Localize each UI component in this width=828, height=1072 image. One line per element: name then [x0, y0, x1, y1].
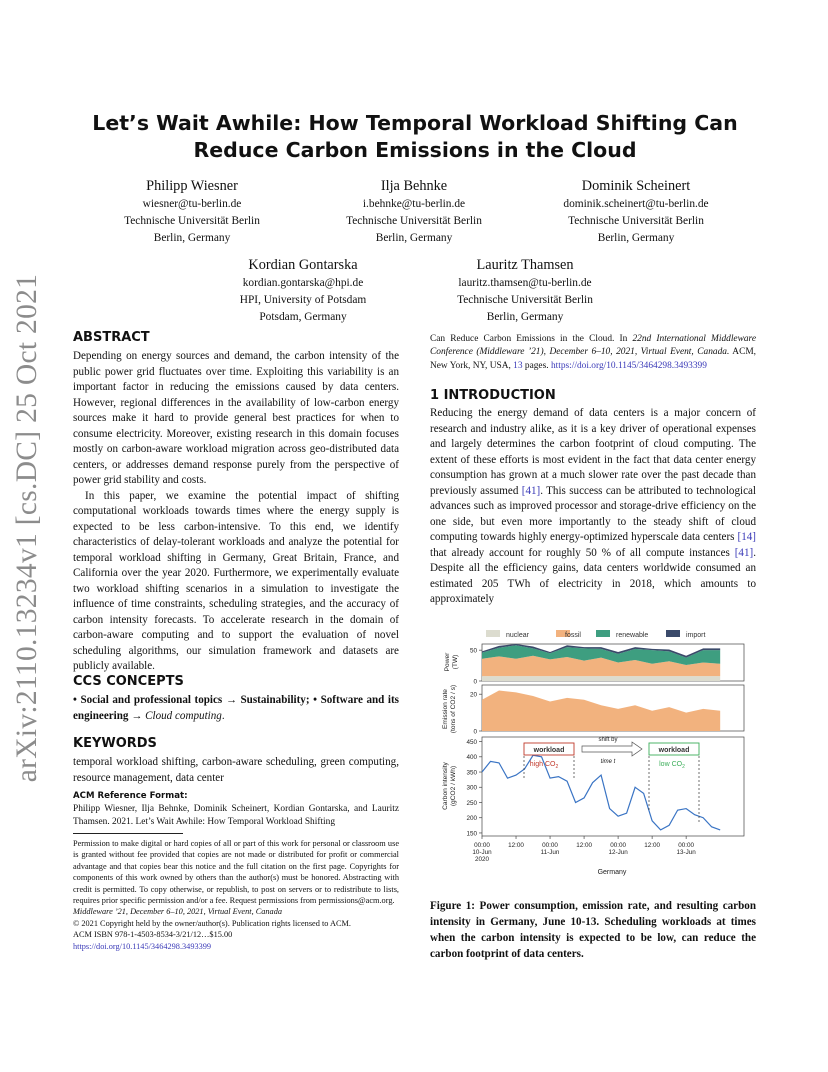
ccs-term: • Social and professional topics [73, 694, 223, 706]
author-name: Philipp Wiesner [146, 178, 238, 194]
power-area-series [482, 644, 720, 681]
ccs-heading: CCS CONCEPTS [73, 674, 184, 689]
carbon-tick-label: 300 [466, 784, 477, 792]
author-name: Lauritz Thamsen [476, 257, 574, 273]
chart-legend [486, 630, 706, 639]
carbon-tick-label: 450 [466, 738, 477, 746]
emission-axis-unit: (tons of CO2 / s) [450, 684, 457, 734]
author-email: kordian.gontarska@hpi.de [242, 277, 364, 289]
power-axis-title: Power [444, 652, 451, 672]
power-tick-label: 0 [473, 678, 477, 686]
legend-swatch-nuclear [486, 630, 500, 637]
citation-link[interactable]: [14] [737, 531, 756, 543]
author-location: Potsdam, Germany [259, 311, 347, 323]
caption-text: Figure 1: Power consumption, emission rate, and resulting carbon intensity in Germany, June 10-13. Scheduling workloads at times when the carbon intensity is expected to be low, can reduce the carbon footprint of data centers. [430, 900, 756, 960]
author-location: Berlin, Germany [597, 232, 675, 244]
ccs-term: ; • Software and its engineering [73, 694, 400, 722]
carbon-axis-unit: (gCO2 / kWh) [450, 765, 457, 807]
ccs-concepts [73, 693, 399, 724]
legend-label-nuclear: nuclear [506, 632, 529, 639]
intro-text: Reducing the energy demand of data centers is a major concern of research and industry alike, as it is a key driver of operational expenses and largely determines the carbon footprint of cloud computing. The extent of these efforts is most evident in the fact that data center energy consumption has grown at a much slower rate over the past decade than previously assumed [430, 407, 756, 497]
carbon-axis-title: Carbon intensity [442, 762, 449, 810]
citation-link[interactable]: [41] [734, 546, 754, 559]
intro-text: . This success can be attributed to technological advances such as improved processor and storage-drive efficiency on the one side, but even more importantly to the steady shift of cloud computing towards highly energy-optimized hyperscale data centers [430, 484, 757, 543]
high-co2-label [530, 761, 559, 770]
acm-reference-heading: ACM Reference Format: [73, 791, 188, 801]
power-tick-label: 50 [469, 647, 477, 655]
permission-notice: Permission to make digital or hard copies of all or part of this work for personal or classroom use is granted without fee provided that copies are not made or distributed for profit or commercial advantage and that copies bear this notice and the full citation on the first page. Copyrights for components of this work owned by others than the author(s) must be honored. Abstracting with credit is permitted. To copy otherwise, or republish, to post on servers or to redistribute to lists, requires prior specific permission and/or a fee. Request permissions from permissions@acm.org. [73, 839, 399, 906]
abstract-body [73, 349, 399, 675]
emission-tick-label: 20 [469, 691, 477, 699]
author-block [198, 255, 408, 326]
reference-text: pages. [522, 360, 551, 371]
x-tick-label: 12-Jun [608, 849, 628, 856]
workload-label-low: workload [658, 747, 690, 754]
author-block [87, 176, 297, 247]
intro-text: that already account for roughly 50 % of all compute instances [430, 546, 735, 559]
ccs-arrow: → [222, 694, 241, 706]
carbon-tick-label: 250 [466, 799, 477, 807]
author-affiliation: Technische Universität Berlin [346, 215, 482, 227]
author-email: dominik.scheinert@tu-berlin.de [563, 198, 709, 210]
reference-text: Can Reduce Carbon Emissions in the Cloud. In [430, 334, 633, 344]
paper-title [90, 110, 740, 164]
x-tick-label: 10-Jun [472, 849, 492, 856]
ccs-period: . [221, 709, 225, 722]
acm-reference-continued [430, 333, 756, 373]
conference-note: Middleware ’21, December 6–10, 2021, Virtual Event, Canada [73, 907, 282, 917]
footnote-rule [73, 833, 183, 834]
x-tick-label: 11-Jun [540, 849, 560, 856]
author-block [309, 176, 519, 247]
x-tick-label: 00:00 [610, 842, 626, 849]
carbon-tick-label: 150 [466, 830, 477, 838]
x-tick-label: 00:00 [542, 842, 558, 849]
power-area-nuclear [482, 676, 720, 681]
copyright-footnote [73, 838, 399, 952]
ccs-term: Cloud computing [145, 709, 222, 722]
low-co2-text: low CO [659, 761, 683, 768]
x-tick-label: 12:00 [576, 842, 592, 849]
x-axis-title: Germany [597, 869, 627, 876]
doi-link[interactable]: https://doi.org/10.1145/3464298.3493399 [550, 360, 707, 371]
author-name: Dominik Scheinert [581, 178, 691, 194]
abstract-heading: ABSTRACT [73, 330, 150, 345]
title-line-2: Reduce Carbon Emissions in the Cloud [193, 138, 637, 162]
abstract-paragraph: Depending on energy sources and demand, the carbon intensity of the public power grid fluctuates over time. Exploiting this variability is an important factor in reducing the emissions caused by data centers. However, regional differences in the availability of low-carbon energy sources make it hard to provide general best practices for when to consume electricity. Moreover, existing research in this domain focuses mostly on carbon-aware workload migration across geo-distributed data centers, or addresses demand response purely from the perspective of power grid stability and costs. [73, 350, 399, 486]
figure-caption [430, 898, 756, 962]
author-affiliation: Technische Universität Berlin [457, 294, 593, 306]
isbn-note: ACM ISBN 978-1-4503-8534-3/21/12…$15.00 [73, 930, 233, 940]
shift-arrow-icon [582, 742, 642, 756]
x-tick-label: 12:00 [644, 842, 661, 849]
author-email: wiesner@tu-berlin.de [142, 198, 242, 210]
low-co2-label [659, 761, 685, 770]
time-t-label: time t [600, 759, 616, 765]
low-co2-subscript: 2 [682, 764, 685, 770]
keywords-heading: KEYWORDS [73, 736, 157, 751]
author-affiliation: Technische Universität Berlin [124, 215, 260, 227]
author-name: Ilja Behnke [380, 178, 448, 194]
x-tick-label: 00:00 [474, 842, 490, 849]
author-block [420, 255, 630, 326]
emission-axis-title: Emission rate [442, 689, 449, 729]
pages-link[interactable]: 13 [513, 360, 523, 371]
x-tick-label: 12:00 [508, 842, 524, 849]
acm-reference-text: Philipp Wiesner, Ilja Behnke, Dominik Scheinert, Kordian Gontarska, and Lauritz Thamsen. 2021. Let’s Wait Awhile: How Temporal Workload Shifting [73, 804, 399, 827]
intro-text: . Despite all the efficiency gains, data centers worldwide consumed an estimated 205 TWh of electricity in 2018, which amounts to approximately [430, 546, 756, 605]
high-co2-subscript: 2 [555, 764, 559, 770]
author-block [531, 176, 741, 247]
introduction-heading: 1 INTRODUCTION [430, 388, 556, 403]
author-name: Kordian Gontarska [248, 257, 358, 273]
high-co2-text: high CO [529, 761, 556, 768]
workload-label-high: workload [533, 747, 565, 754]
x-tick-label: 00:00 [678, 842, 695, 849]
copyright-note: © 2021 Copyright held by the owner/author(s). Publication rights licensed to ACM. [73, 918, 351, 928]
emission-area-series [482, 691, 720, 731]
keywords-text: temporal workload shifting, carbon-aware scheduling, green computing, resource management, data center [73, 756, 399, 784]
author-email: i.behnke@tu-berlin.de [362, 198, 466, 210]
figure-1-chart [430, 622, 760, 880]
legend-label-fossil: fossil [565, 632, 581, 639]
author-affiliation: HPI, University of Potsdam [239, 294, 367, 306]
x-tick-label: 13-Jun [676, 849, 696, 856]
x-tick-label: 2020 [474, 856, 490, 863]
power-axis-unit: (TW) [452, 654, 459, 670]
reference-text: ACM, New York, NY, USA, [430, 347, 757, 371]
carbon-tick-label: 350 [466, 769, 477, 777]
author-location: Berlin, Germany [153, 232, 231, 244]
abstract-paragraph: In this paper, we examine the potential impact of shifting computational workloads towards times where the energy supply is expected to be less carbon-intensive. To this end, we identify characteristics of delay-tolerant workloads and analyze the potential for temporal workload shifting in Germany, Great Britain, France, and California over the year 2020. Furthermore, we experimentally evaluate two workload shifting scenarios in a simulation to investigate the influence of time constraints, scheduling strategies, and the accuracy of carbon intensity forecasts. To accelerate research in the domain of carbon-aware computing and to support the evaluation of novel scheduling algorithms, our simulation framework and datasets are publicly available. [73, 489, 399, 672]
ccs-term: Sustainability [240, 694, 306, 706]
author-location: Berlin, Germany [375, 232, 453, 244]
legend-label-renewable: renewable [616, 632, 649, 639]
shift-by-label: shift by [598, 737, 618, 743]
author-affiliation: Technische Universität Berlin [568, 215, 704, 227]
reference-venue: 22nd International Middleware Conference (Middleware ’21), December 6–10, 2021, Virtual Event, Canada. [430, 334, 756, 358]
carbon-tick-label: 400 [466, 754, 477, 762]
doi-link[interactable]: https://doi.org/10.1145/3464298.3493399 [73, 941, 212, 951]
workload-annotation [524, 737, 699, 822]
author-location: Berlin, Germany [486, 311, 564, 323]
emission-area-fossil [482, 691, 720, 731]
citation-link[interactable]: [41] [521, 484, 541, 497]
carbon-tick-label: 200 [466, 815, 477, 823]
legend-swatch-import [666, 630, 680, 637]
legend-label-import: import [686, 632, 706, 639]
legend-swatch-renewable [596, 630, 610, 637]
introduction-body [430, 406, 756, 608]
emission-tick-label: 0 [473, 728, 477, 736]
author-email: lauritz.thamsen@tu-berlin.de [458, 277, 592, 289]
arxiv-stamp: arXiv:2110.13234v1 [cs.DC] 25 Oct 2021 [11, 273, 43, 783]
title-line-1: Let’s Wait Awhile: How Temporal Workload Shifting Can [92, 111, 738, 135]
ccs-arrow: → [128, 709, 146, 722]
